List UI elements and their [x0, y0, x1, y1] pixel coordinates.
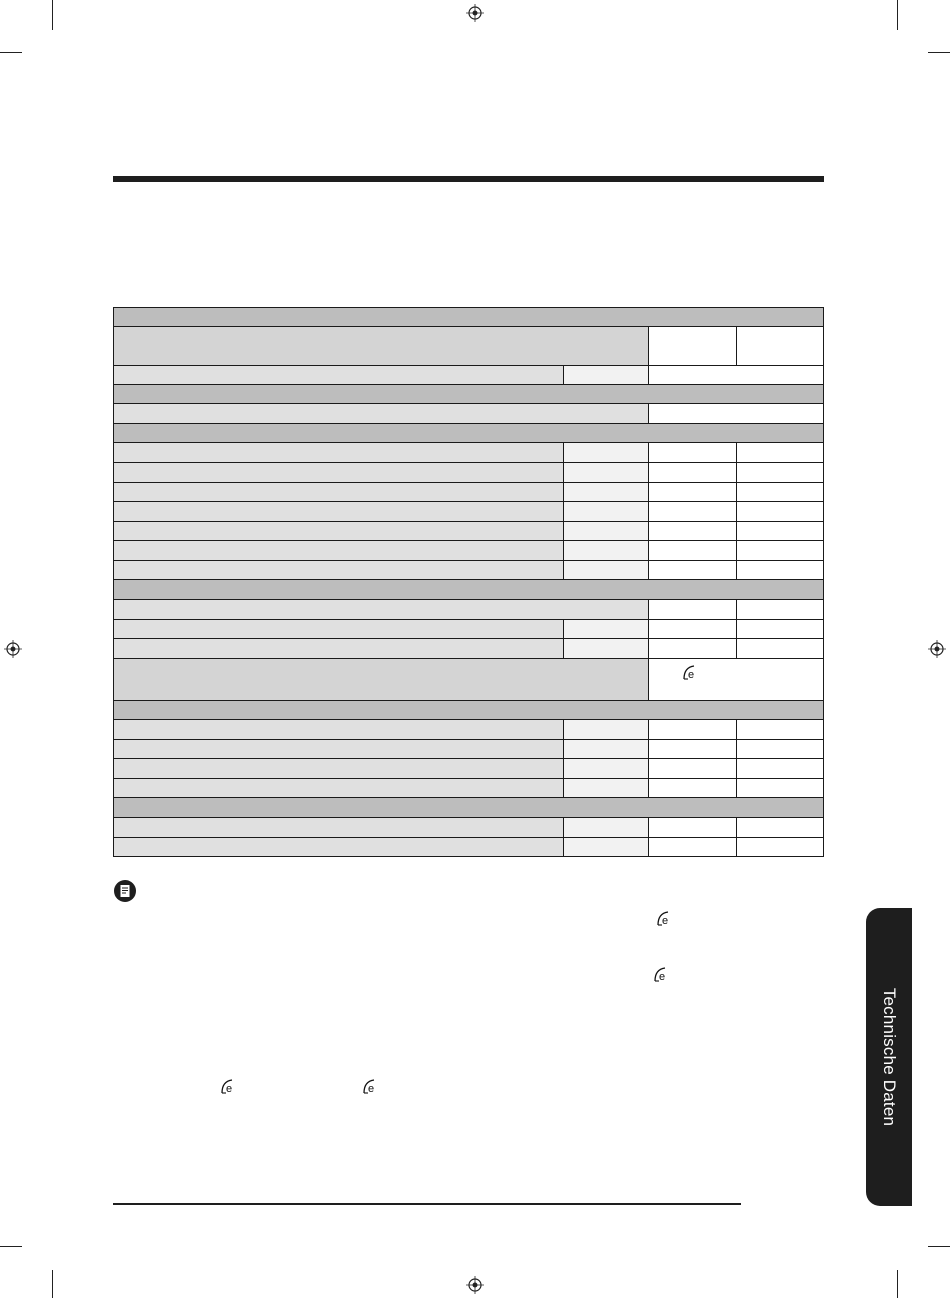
section-cell [113, 307, 824, 327]
label-cell [113, 719, 564, 740]
crop-mark [897, 0, 898, 30]
value-cell [736, 560, 824, 581]
table-row [113, 758, 824, 779]
unit-cell [563, 462, 649, 483]
table-section-row [113, 423, 824, 443]
value-cell [736, 778, 824, 799]
value-cell [736, 817, 824, 838]
label-cell [113, 560, 564, 581]
header-model-cell [736, 326, 824, 366]
label-cell [113, 619, 564, 639]
table-row [113, 462, 824, 483]
svg-text:e: e [662, 915, 669, 926]
label-cell [113, 837, 564, 857]
label-cell [113, 442, 564, 463]
value-cell [648, 540, 737, 561]
note-icon [113, 879, 137, 903]
label-cell [113, 462, 564, 483]
label-cell [113, 758, 564, 779]
value-cell [648, 778, 737, 799]
table-row [113, 619, 824, 639]
value-cell [648, 758, 737, 779]
unit-cell [563, 837, 649, 857]
label-cell [113, 521, 564, 542]
section-cell [113, 423, 824, 443]
registration-mark-icon [4, 640, 22, 658]
label-cell [113, 403, 649, 424]
table-section-row [113, 307, 824, 327]
spec-table [113, 307, 824, 857]
value-cell [648, 560, 737, 581]
table-row [113, 482, 824, 503]
table-section-row [113, 579, 824, 600]
eco-program-icon [681, 664, 699, 680]
svg-text:e: e [368, 1083, 375, 1094]
value-cell [648, 837, 737, 857]
table-row [113, 837, 824, 857]
crop-mark [0, 52, 22, 53]
value-cell [736, 638, 824, 659]
value-cell [648, 599, 737, 620]
registration-mark-icon [928, 640, 946, 658]
unit-cell [563, 501, 649, 522]
label-cell [113, 540, 564, 561]
unit-cell [563, 739, 649, 760]
value-cell [736, 482, 824, 503]
unit-cell [563, 817, 649, 838]
label-cell [113, 739, 564, 760]
registration-mark-icon [466, 4, 484, 22]
table-row [113, 638, 824, 659]
unit-cell [563, 482, 649, 503]
value-cell [736, 719, 824, 740]
value-cell [648, 638, 737, 659]
value-cell [648, 739, 737, 760]
label-cell [113, 638, 564, 659]
table-row [113, 778, 824, 799]
svg-text:e: e [659, 971, 666, 982]
unit-cell [563, 719, 649, 740]
table-section-row [113, 700, 824, 720]
value-cell [736, 758, 824, 779]
value-cell [648, 658, 824, 701]
label-cell [113, 501, 564, 522]
chapter-tab[interactable] [866, 908, 912, 1206]
eco-program-icon [219, 1078, 237, 1094]
section-cell [113, 579, 824, 600]
value-cell [736, 619, 824, 639]
svg-text:e: e [688, 669, 695, 680]
value-cell [648, 442, 737, 463]
crop-mark [0, 1246, 22, 1247]
crop-mark [928, 1246, 950, 1247]
crop-mark [52, 0, 53, 30]
value-cell [648, 719, 737, 740]
section-cell [113, 797, 824, 818]
unit-cell [563, 540, 649, 561]
value-cell [648, 365, 824, 385]
table-header-row [113, 326, 824, 366]
value-cell [736, 521, 824, 542]
unit-cell [563, 365, 649, 385]
value-cell [648, 403, 824, 424]
value-cell [736, 739, 824, 760]
header-label-cell [113, 326, 649, 366]
table-row [113, 719, 824, 740]
svg-text:e: e [226, 1083, 233, 1094]
unit-cell [563, 442, 649, 463]
table-row [113, 560, 824, 581]
value-cell [736, 501, 824, 522]
label-cell [113, 658, 649, 701]
unit-cell [563, 778, 649, 799]
value-cell [736, 599, 824, 620]
label-cell [113, 817, 564, 838]
unit-cell [563, 560, 649, 581]
table-row [113, 403, 824, 424]
table-section-row [113, 384, 824, 404]
unit-cell [563, 521, 649, 542]
unit-cell [563, 638, 649, 659]
value-cell [736, 462, 824, 483]
crop-mark [928, 52, 950, 53]
label-cell [113, 778, 564, 799]
table-row [113, 817, 824, 838]
heading-rule [113, 176, 824, 182]
crop-mark [897, 1270, 898, 1298]
value-cell [648, 482, 737, 503]
eco-program-icon [655, 910, 673, 926]
eco-program-icon [652, 966, 670, 982]
table-row [113, 365, 824, 385]
table-row [113, 442, 824, 463]
footer-rule [113, 1203, 741, 1205]
section-cell [113, 700, 824, 720]
value-cell [648, 462, 737, 483]
label-cell [113, 365, 564, 385]
table-row [113, 540, 824, 561]
value-cell [736, 540, 824, 561]
value-cell [736, 837, 824, 857]
value-cell [736, 442, 824, 463]
value-cell [648, 817, 737, 838]
unit-cell [563, 758, 649, 779]
section-cell [113, 384, 824, 404]
registration-mark-icon [466, 1276, 484, 1294]
value-cell [648, 619, 737, 639]
value-cell [648, 501, 737, 522]
crop-mark [52, 1270, 53, 1298]
table-program-row [113, 658, 824, 701]
chapter-tab-label: Technische Daten [880, 987, 899, 1127]
header-model-cell [648, 326, 737, 366]
label-cell [113, 599, 649, 620]
table-row [113, 501, 824, 522]
table-row [113, 521, 824, 542]
table-row [113, 599, 824, 620]
table-section-row [113, 797, 824, 818]
table-row [113, 739, 824, 760]
label-cell [113, 482, 564, 503]
eco-program-icon [361, 1078, 379, 1094]
value-cell [648, 521, 737, 542]
unit-cell [563, 619, 649, 639]
